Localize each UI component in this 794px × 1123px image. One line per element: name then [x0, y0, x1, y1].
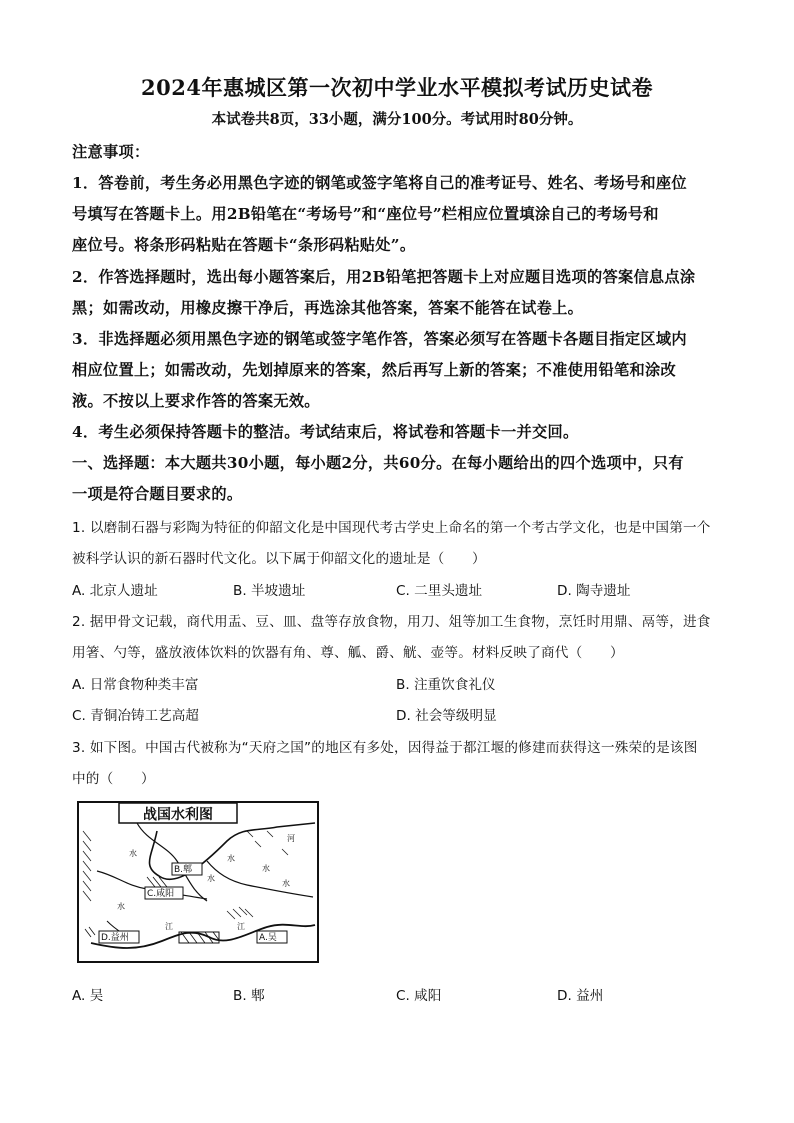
question-3-stem: 3. 如下图。中国古代被称为“天府之国”的地区有多处，因得益于都江堰的修建而获得这一殊荣的是该图	[72, 740, 698, 756]
map-mark: 水	[129, 849, 137, 858]
notice-line: 2．作答选择题时，选出每小题答案后，用2B铅笔把答题卡上对应题目选项的答案信息点涂	[72, 268, 696, 286]
map-mark: 河	[287, 834, 295, 843]
map-label-b: B.郫	[174, 865, 193, 875]
question-3-stem: 中的（ ）	[72, 771, 155, 787]
section-heading-cont: 一项是符合题目要求的。	[72, 485, 243, 503]
question-2-stem: 2. 据甲骨文记载，商代用盂、豆、皿、盘等存放食物，用刀、俎等加工生食物，烹饪时用鼎、鬲等，进食	[72, 614, 711, 630]
question-2-option-c[interactable]: C. 青铜冶铸工艺高超	[72, 708, 199, 724]
notice-line: 液。不按以上要求作答的答案无效。	[72, 392, 320, 410]
question-2-stem: 用箸、勺等，盛放液体饮料的饮器有角、尊、觚、爵、觥、壶等。材料反映了商代（ ）	[72, 645, 624, 661]
question-1-option-d[interactable]: D. 陶寺遗址	[557, 583, 631, 599]
map-title: 战国水利图	[143, 807, 213, 823]
question-2-option-a[interactable]: A. 日常食物种类丰富	[72, 677, 199, 693]
map-mark: 水	[227, 854, 235, 863]
question-3-option-a[interactable]: A. 吴	[72, 988, 104, 1004]
map-mark: 江	[237, 922, 245, 931]
notice-line: 相应位置上；如需改动，先划掉原来的答案，然后再写上新的答案；不准使用铅笔和涂改	[72, 361, 677, 379]
section-heading: 一、选择题：本大题共30小题，每小题2分，共60分。在每小题给出的四个选项中，只有	[72, 454, 684, 472]
question-1-option-a[interactable]: A. 北京人遗址	[72, 583, 158, 599]
notice-heading: 注意事项：	[72, 143, 150, 161]
map-label-d: D.益州	[101, 933, 129, 943]
map-label-c: C.咸阳	[147, 889, 175, 899]
question-1-stem: 被科学认识的新石器时代文化。以下属于仰韶文化的遗址是（ ）	[72, 551, 486, 567]
warring-states-water-map	[77, 801, 319, 963]
question-3-option-c[interactable]: C. 咸阳	[396, 988, 442, 1004]
map-mark: 水	[262, 864, 270, 873]
map-mark: 水	[117, 902, 125, 911]
question-3-option-d[interactable]: D. 益州	[557, 988, 604, 1004]
notice-line: 4．考生必须保持答题卡的整洁。考试结束后，将试卷和答题卡一并交回。	[72, 423, 579, 441]
notice-line: 号填写在答题卡上。用2B铅笔在“考场号”和“座位号”栏相应位置填涂自己的考场号和	[72, 205, 659, 223]
question-2-option-b[interactable]: B. 注重饮食礼仪	[396, 677, 496, 693]
map-label-a: A.吴	[259, 933, 277, 943]
question-1-option-b[interactable]: B. 半坡遗址	[233, 583, 306, 599]
notice-line: 黑；如需改动，用橡皮擦干净后，再选涂其他答案，答案不能答在试卷上。	[72, 299, 584, 317]
question-2-option-d[interactable]: D. 社会等级明显	[396, 708, 497, 724]
question-1-option-c[interactable]: C. 二里头遗址	[396, 583, 483, 599]
map-mark: 水	[282, 879, 290, 888]
notice-line: 座位号。将条形码粘贴在答题卡“条形码粘贴处”。	[72, 236, 416, 254]
question-1-stem: 1. 以磨制石器与彩陶为特征的仰韶文化是中国现代考古学史上命名的第一个考古学文化，也是中国第一个	[72, 520, 711, 536]
exam-subtitle: 本试卷共8页，33小题，满分100分。考试用时80分钟。	[211, 111, 583, 128]
notice-line: 3．非选择题必须用黑色字迹的钢笔或签字笔作答，答案必须写在答题卡各题目指定区域内	[72, 330, 687, 348]
notice-line: 1．答卷前，考生务必用黑色字迹的钢笔或签字笔将自己的准考证号、姓名、考场号和座位	[72, 174, 687, 192]
question-3-option-b[interactable]: B. 郫	[233, 988, 265, 1004]
exam-title: 2024年惠城区第一次初中学业水平模拟考试历史试卷	[141, 75, 653, 100]
map-mark: 江	[165, 922, 173, 931]
map-mark: 水	[207, 874, 215, 883]
